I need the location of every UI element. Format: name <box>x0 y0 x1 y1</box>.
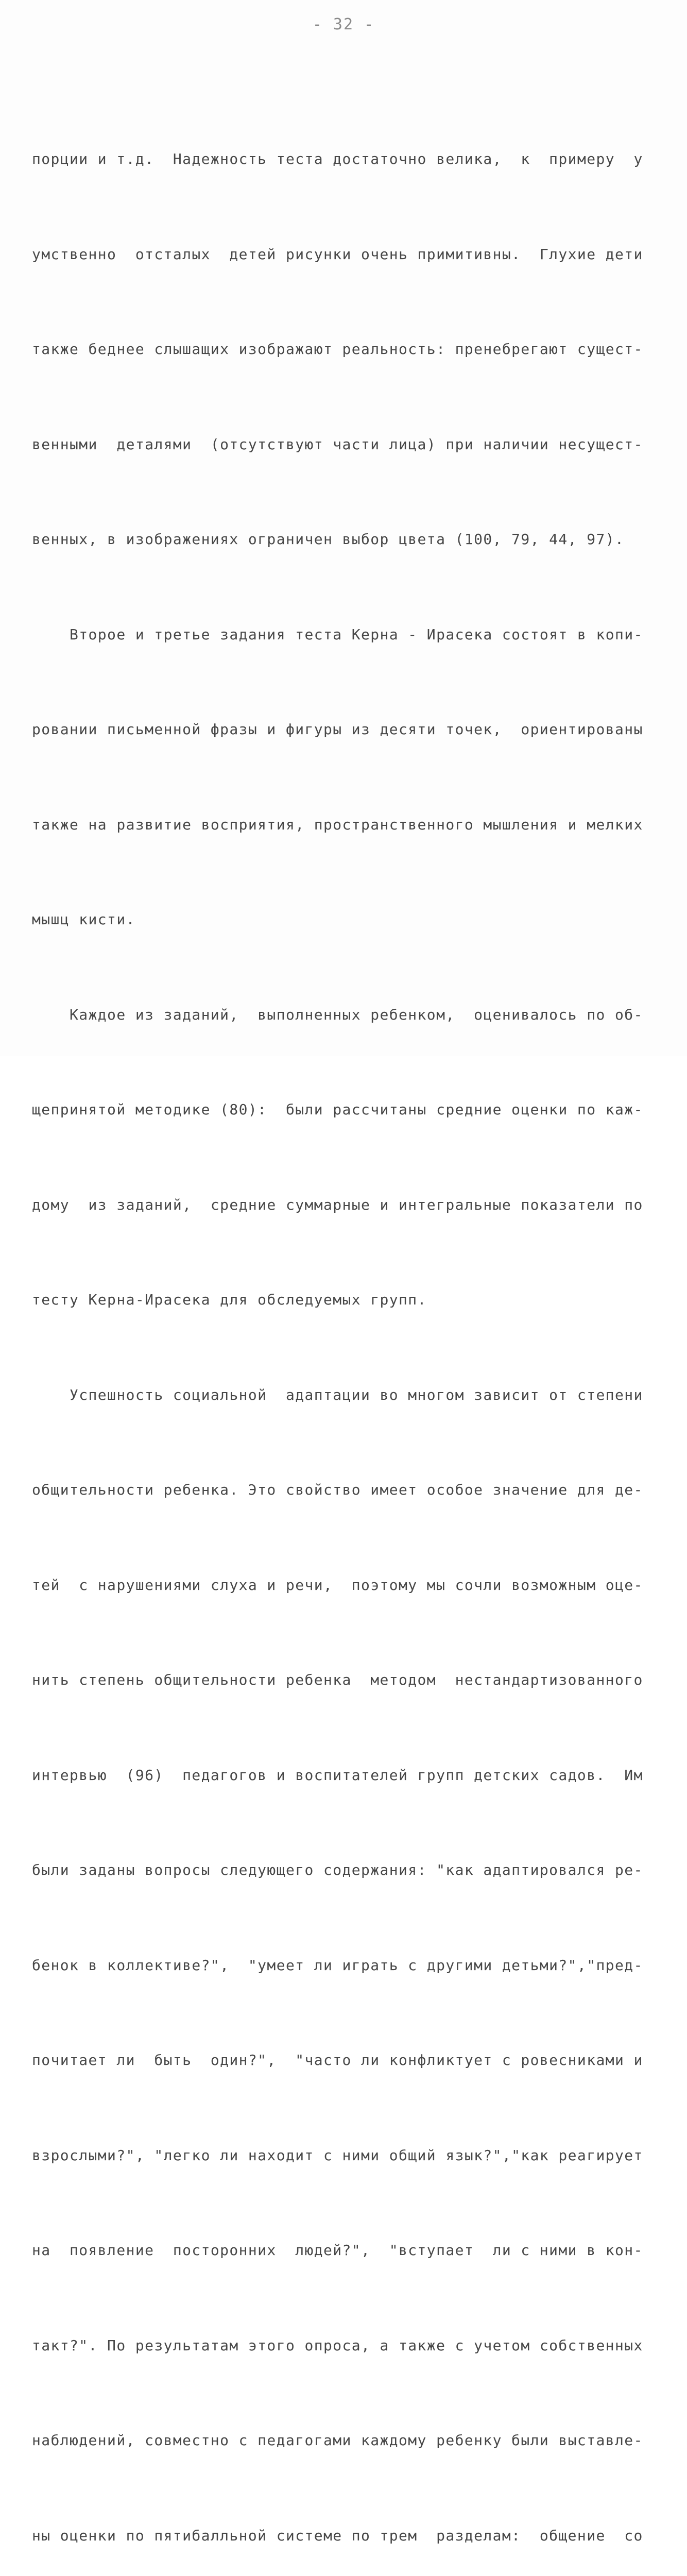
page-number: - 32 - <box>312 15 375 33</box>
text-line: тесту Керна-Ирасека для обследуемых групп. <box>32 1291 427 1308</box>
text-line: ны оценки по пятибалльной системе по трем разделам: общение со <box>32 2527 643 2544</box>
text-line: щепринятой методике (80): были рассчитаны средние оценки по каж- <box>32 1101 643 1118</box>
text-line: умственно отсталых детей рисунки очень примитивны. Глухие дети <box>32 245 643 263</box>
text-line: на появление посторонних людей?", "вступает ли с ними в кон- <box>32 2242 643 2259</box>
text-line: нить степень общительности ребенка методом нестандартизованного <box>32 1671 643 1688</box>
text-line: наблюдений, совместно с педагогами каждому ребенку были выставле- <box>32 2432 643 2449</box>
text-line: тей с нарушениями слуха и речи, поэтому мы сочли возможным оце- <box>32 1576 643 1594</box>
body-text <box>32 80 658 2576</box>
text-line: венными деталями (отсутствуют части лица) при наличии несущест- <box>32 435 643 453</box>
text-line: бенок в коллективе?", "умеет ли играть с другими детьми?","пред- <box>32 1956 643 1974</box>
text-line: ровании письменной фразы и фигуры из десяти точек, ориентированы <box>32 721 643 738</box>
text-line: интервью (96) педагогов и воспитателей групп детских садов. Им <box>32 1766 643 1784</box>
text-line: Второе и третье задания теста Керна - Ирасека состоят в копи- <box>32 625 643 643</box>
text-line: порции и т.д. Надежность теста достаточно велика, к примеру у <box>32 150 643 167</box>
text-line: также беднее слышащих изображают реальность: пренебрегают сущест- <box>32 341 643 358</box>
text-line: также на развитие восприятия, пространственного мышления и мелких <box>32 816 643 833</box>
text-line: были заданы вопросы следующего содержания: "как адаптировался ре- <box>32 1861 643 1878</box>
text-line: взрослыми?", "легко ли находит с ними общий язык?","как реагирует <box>32 2146 643 2164</box>
text-line: венных, в изображениях ограничен выбор цвета (100, 79, 44, 97). <box>32 531 625 548</box>
text-line: мышц кисти. <box>32 911 135 928</box>
text-line: почитает ли быть один?", "часто ли конфликтует с ровесниками и <box>32 2052 643 2069</box>
text-line: общительности ребенка. Это свойство имеет особое значение для де- <box>32 1481 643 1498</box>
text-line: дому из заданий, средние суммарные и интегральные показатели по <box>32 1196 643 1213</box>
text-line: Каждое из заданий, выполненных ребенком, оценивалось по об- <box>32 1006 643 1023</box>
text-line: Успешность социальной адаптации во многом зависит от степени <box>32 1386 643 1403</box>
text-line: такт?". По результатам этого опроса, а также с учетом собственных <box>32 2336 643 2354</box>
